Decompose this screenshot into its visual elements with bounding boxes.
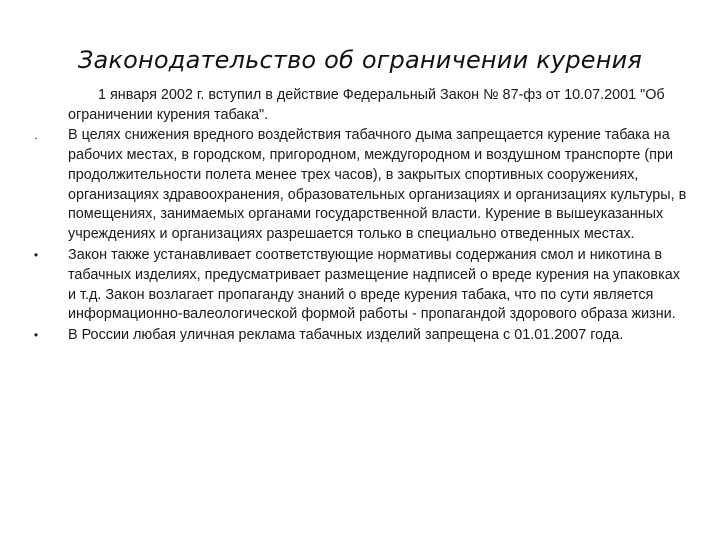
law-name: "Об ограничении курения табака". <box>68 87 665 123</box>
bullet-dot: • <box>33 328 39 343</box>
paragraph-standards <box>33 246 688 325</box>
paragraph-text: Закон также устанавливает соответствующие нормативы содержания смол и никотина в табачных изделиях, предусматривает размещение надписей о вреде курения на упаковках и т.д. Закон возлагает пропаганду знаний о вреде курения табака, что по сути является информационно-валеологической формой работы - пропагандой здорового образа жизни. <box>68 247 680 323</box>
bullet-dot: • <box>33 248 39 263</box>
intro-paragraph <box>68 86 688 125</box>
paragraph-text: В целях снижения вредного воздействия табачного дыма запрещается курение табака на рабочих местах, в городском, пригородном, междугородном и воздушном транспорте (при продолжительности полета менее трех часов), в закрытых спортивных сооружениях, организациях здравоохранения, образовательных организациях и организациях культуры, в помещениях, занимаемых органами государственной власти. Курение в вышеуказанных учреждениях и организациях разрешается только в специально отведенных местах. <box>68 127 687 242</box>
paragraph-text: В России любая уличная реклама табачных изделий запрещена с 01.01.2007 года. <box>68 327 624 344</box>
slide-body <box>33 86 688 348</box>
intro-text: 1 января 2002 г. вступил в действие Федеральный Закон № 87-фз от 10.07.2001 <box>98 87 641 103</box>
paragraph-restrictions <box>34 126 688 244</box>
paragraph-advertising <box>33 326 688 346</box>
paragraph-marker: . <box>34 128 38 143</box>
slide-title: Законодательство об ограничении курения <box>77 46 643 75</box>
